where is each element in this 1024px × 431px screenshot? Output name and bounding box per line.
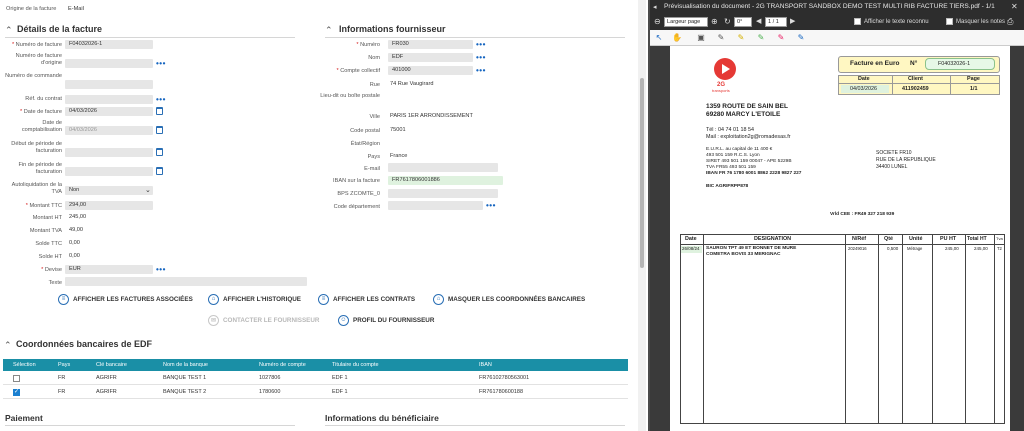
col-bank-key: Clé bancaire [96,362,127,368]
text-field[interactable] [65,277,307,286]
section-divider [325,37,625,38]
bank-title: Coordonnées bancaires de EDF [16,339,153,349]
scrollbar-thumb[interactable] [640,78,644,268]
row-bank-key: AGRIFR [96,375,117,381]
hand-icon[interactable]: ✋ [672,33,682,42]
supplier-lookup-button[interactable]: ••• [476,40,486,49]
hide-notes-checkbox[interactable] [946,18,953,25]
iban-field[interactable]: FR7617806001886 [388,176,503,185]
contract-ref-field[interactable] [65,95,153,104]
currency-label: * Devise [2,267,62,274]
table-col-divider [965,234,966,424]
contract-ref-label: Réf. du contrat [25,96,62,102]
section-divider [325,425,625,426]
invoice-number-field[interactable]: F04032026-1 [65,40,153,49]
show-history-label: AFFICHER L'HISTORIQUE [223,295,301,303]
meta-divider [950,75,951,95]
table-col-divider [845,234,846,424]
bps-field[interactable] [388,189,498,198]
email-label: E-mail [364,166,380,172]
invoices-icon: ≡ [58,294,69,305]
show-history-button[interactable] [208,292,301,306]
amount-ttc-field[interactable]: 294,00 [65,201,153,210]
origin-invoice-lookup-button[interactable]: ••• [156,59,166,68]
document-viewer [650,0,1024,431]
highlighter-green-icon[interactable]: ✎ [757,33,765,42]
supplier-title: Informations fournisseur [339,24,446,34]
table-col-header: N/Réf [852,236,867,242]
line-vat: T2 [997,246,1002,251]
contracts-icon: ≡ [318,294,329,305]
pdf-page [670,46,1010,431]
iban-label: IBAN sur la facture [333,178,380,184]
amount-tva-value: 49,00 [69,227,83,233]
page-counter[interactable]: 1 / 1 [765,17,787,27]
show-text-label: Afficher le texte reconnu [864,19,929,25]
company-iban: IBAN FR 76 1780 6001 8862 2228 9827 227 [706,171,802,176]
country-label: Pays [367,154,380,160]
recipient-line: SOCIETE FR10 [876,150,912,156]
zoom-in-icon[interactable]: ⊕ [711,17,718,26]
col-account-number: Numéro de compte [259,362,306,368]
history-icon: ⌂ [208,294,219,305]
col-iban: IBAN [479,362,492,368]
col-bank-name: Nom de la banque [163,362,208,368]
collective-account-label: * Compte collectif [300,68,380,75]
show-invoices-button[interactable] [58,292,193,306]
amount-ht-value: 245,00 [69,214,87,220]
meta-date-label: Date [858,76,870,82]
cursor-icon[interactable]: ↖ [655,33,663,42]
postal-code-label: Code postal [350,128,380,134]
row-checkbox[interactable] [13,375,20,382]
invoice-lines-table [680,234,1005,424]
hide-bank-details-label: MASQUER LES COORDONNÉES BANCAIRES [448,295,586,303]
row-bank-key: AGRIFR [96,389,117,395]
rotate-icon[interactable]: ↻ [724,17,731,26]
sender-address-2: 69280 MARCY L'ETOILE [706,111,781,118]
line-date: 26/08/24 [682,246,700,251]
city-label: Ville [369,114,380,120]
billing-start-field[interactable] [65,148,153,157]
calendar-icon[interactable] [156,107,163,115]
department-code-field[interactable] [388,201,483,210]
company-line: E.U.R.L. au capital de 11 400 € [706,147,773,152]
invoice-no-label: N° [910,60,918,67]
row-bank-name: BANQUE TEST 2 [163,389,207,395]
line-designation: SAURON TPT 49 ET BONNET DE MURE [706,246,797,251]
supplier-profile-button[interactable] [338,313,434,327]
viewer-toolbar [650,14,1024,30]
email-field[interactable] [388,163,498,172]
chevron-down-icon[interactable]: ⌄ [145,187,151,194]
supplier-number-field[interactable]: FR030 [388,40,473,49]
recipient-line: 34400 LUNEL [876,164,908,170]
amount-tva-label: Montant TVA [29,228,62,234]
posting-date-label: Date de comptabilisation [21,120,62,133]
order-number-field[interactable] [65,80,153,89]
table-col-divider [994,234,995,424]
logo-play-icon [722,64,730,74]
balance-ht-label: Solde HT [38,254,62,260]
table-col-header: Unité [909,236,923,242]
country-value: France [390,153,408,159]
origin-label: Origine de la facture [6,6,57,12]
meta-client-label: Client [908,76,923,82]
meta-divider [838,83,1000,84]
table-col-divider [878,234,879,424]
highlighter-yellow-icon[interactable]: ✎ [737,33,745,42]
logo-text: 2G [717,82,726,88]
section-divider [5,37,295,38]
collapse-icon[interactable]: ⌃ [325,25,333,35]
calendar-icon[interactable] [156,167,163,175]
collapse-icon[interactable]: ⌃ [4,340,12,350]
collapse-icon[interactable]: ⌃ [5,25,13,35]
line-designation: COMETRA BOVIS 33 MERIGNAC [706,252,781,257]
currency-lookup-button[interactable]: ••• [156,265,166,274]
account-lookup-button[interactable]: ••• [476,66,486,75]
table-col-header: Total HT [967,236,987,242]
contact-supplier-label: CONTACTER LE FOURNISSEUR [223,316,320,324]
print-icon[interactable]: ⎙ [1007,17,1014,26]
section-divider [5,425,295,426]
balance-ttc-value: 0,00 [69,240,80,246]
show-contracts-label: AFFICHER LES CONTRATS [333,295,416,303]
row-checkbox-checked[interactable]: ✓ [14,389,20,395]
zoom-out-icon[interactable]: ⊖ [654,17,661,26]
row-account-number: 1027806 [259,375,281,381]
row-country: FR [58,375,66,381]
department-code-label: Code département [333,204,380,210]
pin-icon[interactable]: ◂ [653,4,657,11]
row-account-holder: EDF 1 [332,375,348,381]
currency-field[interactable]: EUR [65,265,153,274]
profile-icon: ☺ [338,315,349,326]
show-text-checkbox[interactable] [854,18,861,25]
billing-end-field[interactable] [65,167,153,176]
show-contracts-button[interactable] [318,292,415,306]
highlighter-pink-icon[interactable]: ✎ [777,33,785,42]
meta-page-label: Page [967,76,980,82]
row-country: FR [58,389,66,395]
next-page-icon[interactable]: ▶ [790,18,796,25]
supplier-name-label: Nom [368,55,380,61]
previous-page-icon[interactable]: ◀ [756,18,762,25]
street-value: 74 Rue Vaugirard [390,81,434,87]
company-line: TVA FR55 493 501 159 [706,165,756,170]
order-number-label: Numéro de commande [5,73,62,79]
calendar-icon[interactable] [156,148,163,156]
table-col-header: PU HT [940,236,957,242]
contact-supplier-button[interactable] [208,313,319,327]
text-label: Texte [48,280,62,286]
vat-reverse-label: Autoliquidation de la TVA [11,182,62,195]
line-total: 245,00 [974,246,988,251]
table-col-header: Tva [996,236,1003,241]
amount-ttc-label: * Montant TTC [2,203,62,210]
show-invoices-label: AFFICHER LES FACTURES ASSOCIÉES [73,295,193,303]
col-country: Pays [58,362,71,368]
table-col-divider [932,234,933,424]
balance-ht-value: 0,00 [69,253,80,259]
postal-code-value: 75001 [390,127,406,133]
supplier-number-label: * Numéro [300,42,380,49]
supplier-name-lookup-button[interactable]: ••• [476,53,486,62]
logo-subtext: transports [712,88,730,93]
table-col-header: DESIGNATION [754,236,792,242]
zoom-select[interactable]: Largeur page [664,17,708,27]
hide-bank-details-button[interactable] [433,292,585,306]
sender-tel: Tél : 04 74 01 18 54 [706,127,754,133]
amount-ht-label: Montant HT [32,215,62,221]
viewer-title: Prévisualisation du document - 2G TRANSPORT SANDBOX DEMO TEST MULTI RIB FACTURE TIERS.pdf - 1/1 [650,0,1024,14]
supplier-name-field[interactable]: EDF [388,53,473,62]
row-bank-name: BANQUE TEST 1 [163,375,207,381]
meta-date-value: 04/03/2026 [850,86,877,92]
close-icon[interactable]: ✕ [1011,2,1018,11]
invoice-date-field[interactable]: 04/03/2026 [65,107,153,116]
col-selection: Sélection [13,362,36,368]
beneficiary-title: Informations du bénéficiaire [325,413,439,423]
invoice-date-label: * Date de facture [2,109,62,116]
meta-divider [892,75,893,95]
invoice-no-value: F04032026-1 [938,61,971,67]
row-account-number: 1780600 [259,389,281,395]
sender-address-1: 1359 ROUTE DE SAIN BEL [706,103,788,110]
line-unit-price: 245,00 [945,246,959,251]
table-col-divider [902,234,903,424]
origin-invoice-number-label: Numéro de facture d'origine [15,53,62,66]
table-header-divider [680,244,1005,245]
table-col-header: Date [685,236,697,242]
line-qty: 0,500 [887,246,899,251]
company-logo [714,58,736,80]
table-row[interactable] [3,372,628,385]
recipient-line: RUE DE LA REPUBLIQUE [876,157,936,163]
invoice-details-title: Détails de la facture [17,24,103,34]
payment-title: Paiement [5,413,43,423]
table-col-header: Qté [884,236,893,242]
line-ref: 20249016 [848,246,867,251]
sender-mail: Mail : exploitation2g@romadesas.fr [706,134,791,140]
invoice-number-label: * Numéro de facture [2,42,62,49]
invoice-type-label: Facture en Euro [850,60,900,67]
bps-label: BPS ZCOMTE_0 [337,191,380,197]
billing-end-label: Fin de période de facturation [18,162,62,175]
hide-notes-label: Masquer les notes [956,19,1006,25]
row-account-holder: EDF 1 [332,389,348,395]
col-account-holder: Titulaire du compte [332,362,379,368]
supplier-profile-label: PROFIL DU FOURNISSEUR [353,316,435,324]
posting-date-field[interactable]: 04/03/2026 [65,126,153,135]
collective-account-field[interactable]: 401000 [388,66,473,75]
image-icon[interactable]: ▣ [697,33,705,42]
balance-ttc-label: Solde TTC [35,241,62,247]
calendar-icon[interactable] [156,126,163,134]
rotation-select[interactable]: 0° [734,17,752,27]
city-value: PARIS 1ER ARRONDISSEMENT [390,113,473,119]
bank-table-header [3,359,628,371]
street-label: Rue [369,82,380,88]
po-box-label: Lieu-dit ou boîte postale [320,93,380,99]
billing-start-label: Début de période de facturation [11,141,62,154]
table-row[interactable] [3,386,628,399]
state-label: État/Région [350,141,380,147]
vat-reverse-select[interactable]: Non [65,186,153,195]
company-line: SIRET 493 501 159 00047 - APE 5229B [706,159,792,164]
company-bic: BIC AGRIFRPP878 [706,184,749,189]
origin-value: E-Mail [68,6,84,12]
vat-number: Vrld CEE : FR49 327 218 939 [830,212,895,217]
table-col-divider [703,234,704,424]
bank-icon: ⌂ [433,294,444,305]
edit-icon[interactable]: ✎ [717,33,725,42]
annotation-toolbar [650,30,1024,46]
row-iban: FR761780600188 [479,389,524,395]
meta-page-value: 1/1 [970,86,978,92]
highlighter-blue-icon[interactable]: ✎ [797,33,805,42]
contact-icon: ✉ [208,315,219,326]
department-lookup-button[interactable]: ••• [486,201,496,210]
meta-client-value: 411902459 [902,86,929,92]
contract-lookup-button[interactable]: ••• [156,95,166,104]
company-line: 493 501 159 R.C.S. Lyon [706,153,760,158]
line-unit: Métrage [907,246,923,251]
row-iban: FR76102780563001 [479,375,530,381]
origin-invoice-number-field[interactable] [65,59,153,68]
